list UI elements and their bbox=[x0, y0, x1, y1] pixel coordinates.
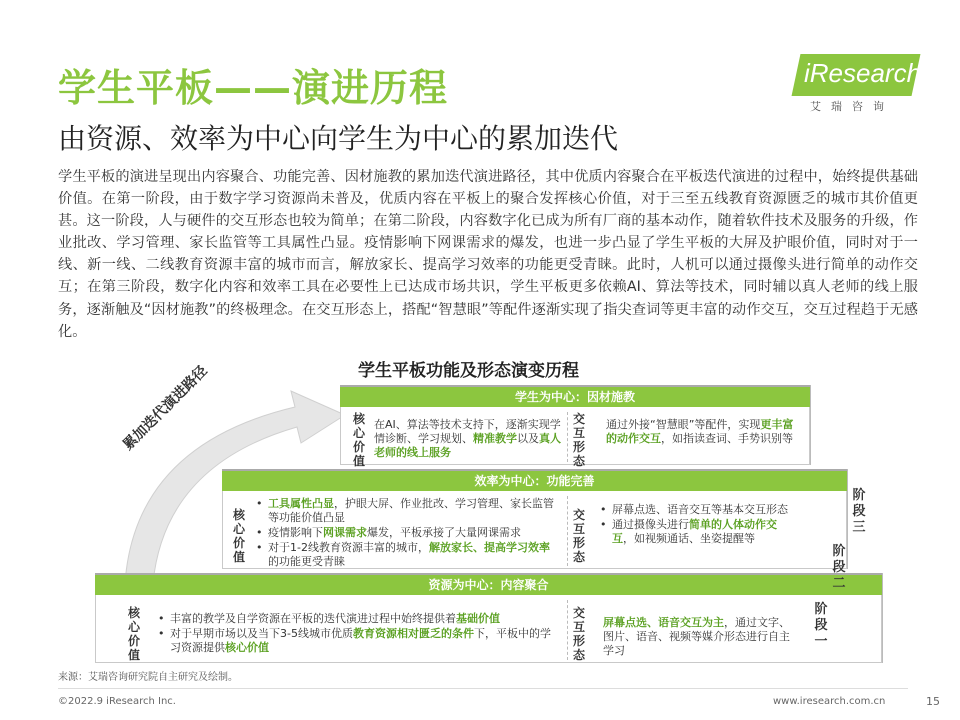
evolution-path-label: 累加迭代演进路径 bbox=[120, 362, 211, 454]
source-note: 来源：艾瑞咨询研究院自主研究及绘制。 bbox=[58, 672, 238, 683]
intro-paragraph: 学生平板的演进呈现出内容聚合、功能完善、因材施教的累加迭代演进路径，其中优质内容聚合在平板迭代演进的过程中，始终提供基础价值。在第一阶段，由于数字学习资源尚未普及，优质内容在平板上的聚合发挥核心价值，对于三至五线教育资源匮乏的城市其价值更甚。这一阶段，人与硬件的交互形态也较为简单；在第二阶段，内容数字化已成为所有厂商的基本动作，随着软件技术及服务的升级，作业批改、学习管理、家长监管等工具属性凸显。疫情影响下网课需求的爆发，也进一步凸显了学生平板的大屏及护眼价值，同时对于一线、新一线、二线教育资源丰富的城市而言，解放家长、提高学习效率的功能更受青睐。此时，人机可以通过摄像头进行简单的动作交互；在第三阶段，数字化内容和效率工具在必要性上已达成市场共识，学生平板更多依赖AI、算法等技术，同时辅以真人老师的线上服务，逐渐触及“因材施教”的终极理念。在交互形态上，搭配“智慧眼”等配件逐渐实现了指尖查词等更丰富的动作交互，交互过程趋于无感化。 bbox=[58, 169, 918, 340]
stage1-divider bbox=[567, 600, 568, 660]
stage1-core-item: • 对于早期市场以及当下3-5线城市优质教育资源相对匮乏的条件下，平板中的学习资源提供核心价值 bbox=[156, 627, 556, 655]
stage2-core-item: • 工具属性凸显，护眼大屏、作业批改、学习管理、家长监管等功能价值凸显 bbox=[254, 497, 554, 525]
stage2-divider bbox=[567, 496, 568, 566]
stage1-core-item: • 丰富的教学及自学资源在平板的迭代演进过程中始终提供着基础价值 bbox=[156, 612, 556, 626]
stage2-interaction-item: • 通过摄像头进行简单的人体动作交互，如视频通话、坐姿提醒等 bbox=[598, 518, 794, 546]
stage1-frame-right bbox=[882, 573, 883, 663]
copyright: ©2022.9 iResearch Inc. bbox=[58, 696, 176, 707]
stage2-core-item: • 对于1-2线教育资源丰富的城市，解放家长、提高学习效率的功能更受青睐 bbox=[254, 541, 554, 569]
stage1-band: 资源为中心：内容聚合 bbox=[95, 575, 882, 595]
stage2-core-text bbox=[254, 497, 554, 570]
page-subtitle: 由资源、效率为中心向学生为中心的累加迭代 bbox=[58, 122, 619, 155]
stage3-frame-right bbox=[810, 385, 811, 465]
website-link[interactable]: www.iresearch.com.cn bbox=[773, 696, 886, 707]
logo-chinese-name: 艾瑞咨询 bbox=[810, 100, 894, 113]
stage3-core-label: 核 心 价 值 bbox=[352, 412, 365, 468]
stage2-band: 效率为中心：功能完善 bbox=[222, 471, 847, 491]
stage2-interaction-label: 交 互 形 态 bbox=[572, 508, 585, 564]
stage1-core-text bbox=[156, 612, 556, 656]
stage3-interaction-text: 通过外接“智慧眼”等配件，实现更丰富的动作交互，如指读查词、手势识别等 bbox=[606, 418, 794, 445]
stage2-core-label: 核 心 价 值 bbox=[232, 508, 245, 564]
page-title: 学生平板——演进历程 bbox=[58, 66, 449, 110]
stage1-interaction-label: 交 互 形 态 bbox=[572, 606, 585, 662]
stage3-band: 学生为中心：因材施教 bbox=[340, 387, 810, 407]
stage3-divider bbox=[567, 412, 568, 462]
stage2-core-item: • 疫情影响下网课需求爆发，平板承接了大量网课需求 bbox=[254, 526, 554, 540]
stage3-core-text: 在AI、算法等技术支持下，逐渐实现学情诊断、学习规划、精准教学以及真人老师的线上服务 bbox=[374, 418, 561, 459]
stage3-label: 阶 段 三 bbox=[852, 488, 866, 535]
stage2-label: 阶 段 二 bbox=[832, 544, 846, 591]
diagram-title: 学生平板功能及形态演变历程 bbox=[358, 361, 579, 381]
stage1-core-label: 核 心 价 值 bbox=[127, 606, 140, 662]
stage1-interaction-text: 屏幕点选、语音交互为主，通过文字、图片、语音、视频等媒介形态进行自主学习 bbox=[603, 616, 790, 657]
stage3-interaction-label: 交 互 形 态 bbox=[572, 412, 585, 468]
logo-wordmark: iResearch bbox=[804, 58, 922, 88]
stage1-label: 阶 段 一 bbox=[814, 602, 828, 649]
page-number: 15 bbox=[926, 695, 940, 708]
stage2-interaction-text bbox=[598, 503, 794, 547]
iresearch-logo bbox=[790, 46, 930, 116]
stage2-interaction-item: • 屏幕点选、语音交互等基本交互形态 bbox=[598, 503, 794, 517]
footer-divider bbox=[58, 688, 908, 689]
